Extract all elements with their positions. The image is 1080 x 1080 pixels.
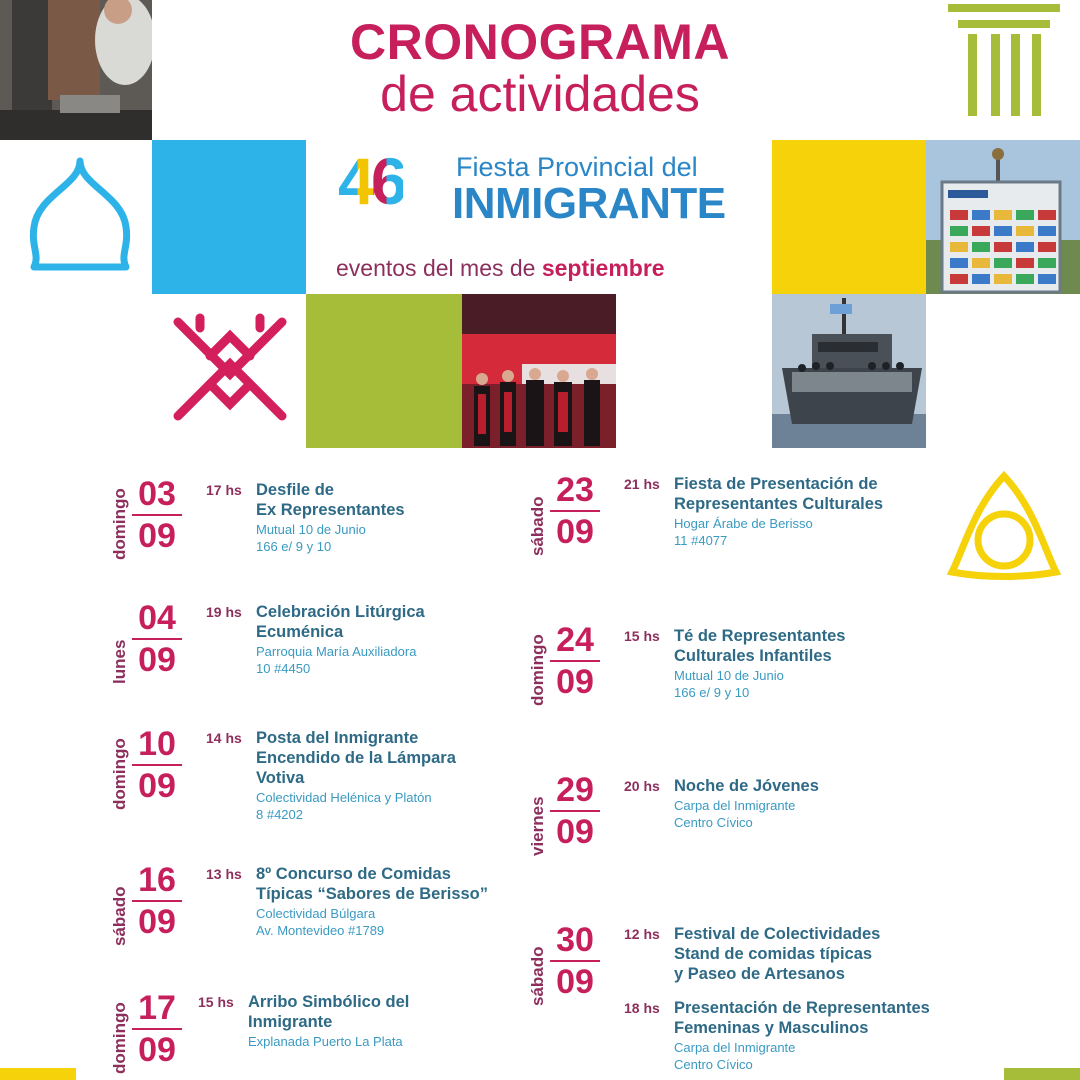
month-number: 09 <box>556 663 594 701</box>
event-time: 19 hs <box>206 604 242 620</box>
event-title: Festival de Colectividades <box>674 925 881 943</box>
date-divider <box>132 764 182 766</box>
day-of-week-label: domingo <box>528 634 547 706</box>
event-title: Votiva <box>256 769 305 787</box>
event-location: Mutual 10 de Junio <box>674 668 784 683</box>
event-title: Encendido de la Lámpara <box>256 749 456 767</box>
photo-boat <box>772 294 926 448</box>
event-title: y Paseo de Artesanos <box>674 965 845 983</box>
blue-square <box>152 140 306 294</box>
event-title: Celebración Litúrgica <box>256 603 425 621</box>
day-of-week-label: sábado <box>110 886 129 946</box>
event-location: Carpa del Inmigrante <box>674 798 796 813</box>
event-location: Mutual 10 de Junio <box>256 522 366 537</box>
month-number: 09 <box>556 813 594 851</box>
event-time: 21 hs <box>624 476 660 492</box>
date-divider <box>550 810 600 812</box>
green-square <box>306 294 462 448</box>
event-title: Arribo Simbólico del <box>248 993 410 1011</box>
day-of-week-label: sábado <box>528 496 547 556</box>
hash-symbol-icon <box>170 308 290 428</box>
event-location: Carpa del Inmigrante <box>674 1040 796 1055</box>
month-number: 09 <box>556 963 594 1001</box>
date-divider <box>132 638 182 640</box>
events-prefix: eventos del mes de <box>336 255 542 281</box>
inmigrante-label: INMIGRANTE <box>452 179 726 228</box>
event-title: Inmigrante <box>248 1013 333 1031</box>
date-divider <box>550 960 600 962</box>
bottom-right-green-bar <box>1004 1068 1080 1080</box>
date-divider <box>132 514 182 516</box>
photo-flags-sign <box>926 140 1080 294</box>
event-title: Té de Representantes <box>674 627 846 645</box>
event-location: 166 e/ 9 y 10 <box>256 539 332 554</box>
day-number: 17 <box>138 989 176 1027</box>
month-number: 09 <box>556 513 594 551</box>
events-month-label <box>336 254 665 282</box>
day-number: 23 <box>556 471 594 509</box>
event-time: 17 hs <box>206 482 242 498</box>
fiesta-label: Fiesta Provincial del <box>456 152 698 182</box>
photo-top-left <box>0 0 152 140</box>
day-of-week-label: lunes <box>110 639 129 684</box>
date-divider <box>550 660 600 662</box>
day-of-week-label: domingo <box>110 738 129 810</box>
month-number: 09 <box>138 767 176 805</box>
event-title: Presentación de Representantes <box>674 999 930 1017</box>
event-location: Centro Cívico <box>674 815 753 830</box>
event-time: 13 hs <box>206 866 242 882</box>
day-of-week-label: viernes <box>528 796 547 856</box>
date-divider <box>132 900 182 902</box>
event-title: Culturales Infantiles <box>674 647 832 665</box>
event-time: 14 hs <box>206 730 242 746</box>
day-number: 29 <box>556 771 594 809</box>
day-number: 10 <box>138 725 176 763</box>
event-title: Stand de comidas típicas <box>674 945 873 963</box>
event-location: Parroquia María Auxiliadora <box>256 644 417 659</box>
event-title: Ecuménica <box>256 623 344 641</box>
edition-number: 46 <box>338 144 404 218</box>
event-time: 12 hs <box>624 926 660 942</box>
yellow-square <box>772 140 926 294</box>
columns-icon <box>944 0 1064 120</box>
event-location: Colectividad Búlgara <box>256 906 376 921</box>
event-location: Hogar Árabe de Berisso <box>674 516 813 531</box>
event-title: Noche de Jóvenes <box>674 777 819 795</box>
event-time: 15 hs <box>624 628 660 644</box>
month-number: 09 <box>138 903 176 941</box>
event-title: Ex Representantes <box>256 501 405 519</box>
onion-dome-icon <box>20 155 140 280</box>
event-title: Típicas “Sabores de Berisso” <box>256 885 489 903</box>
day-number: 04 <box>138 599 176 637</box>
event-title: 8º Concurso de Comidas <box>256 865 451 883</box>
month-number: 09 <box>138 1031 176 1069</box>
day-of-week-label: domingo <box>110 488 129 560</box>
day-number: 03 <box>138 475 176 513</box>
day-of-week-label: domingo <box>110 1002 129 1074</box>
day-number: 16 <box>138 861 176 899</box>
event-location: Colectividad Helénica y Platón <box>256 790 432 805</box>
event-location: 8 #4202 <box>256 807 303 822</box>
event-time: 20 hs <box>624 778 660 794</box>
day-of-week-label: sábado <box>528 946 547 1006</box>
event-location: Explanada Puerto La Plata <box>248 1034 403 1049</box>
date-divider <box>550 510 600 512</box>
photo-dancers <box>462 294 616 448</box>
event-time: 15 hs <box>198 994 234 1010</box>
event-location: Av. Montevideo #1789 <box>256 923 385 938</box>
event-title: Femeninas y Masculinos <box>674 1019 869 1037</box>
event-time: 18 hs <box>624 1000 660 1016</box>
event-title: Desfile de <box>256 481 334 499</box>
event-title: Representantes Culturales <box>674 495 884 513</box>
month-number: 09 <box>138 517 176 555</box>
date-divider <box>132 1028 182 1030</box>
day-number: 24 <box>556 621 594 659</box>
event-location: 10 #4450 <box>256 661 311 676</box>
triquetra-icon <box>944 468 1064 588</box>
event-location: 11 #4077 <box>674 533 728 548</box>
day-number: 30 <box>556 921 594 959</box>
bottom-left-yellow-bar <box>0 1068 76 1080</box>
event-location: Centro Cívico <box>674 1057 753 1072</box>
page-subtitle: de actividades <box>380 66 700 122</box>
event-title: Posta del Inmigrante <box>256 729 419 747</box>
event-location: 166 e/ 9 y 10 <box>674 685 750 700</box>
event-title: Fiesta de Presentación de <box>674 475 878 493</box>
page-title: CRONOGRAMA <box>350 14 730 70</box>
month-number: 09 <box>138 641 176 679</box>
events-month: septiembre <box>541 255 665 281</box>
